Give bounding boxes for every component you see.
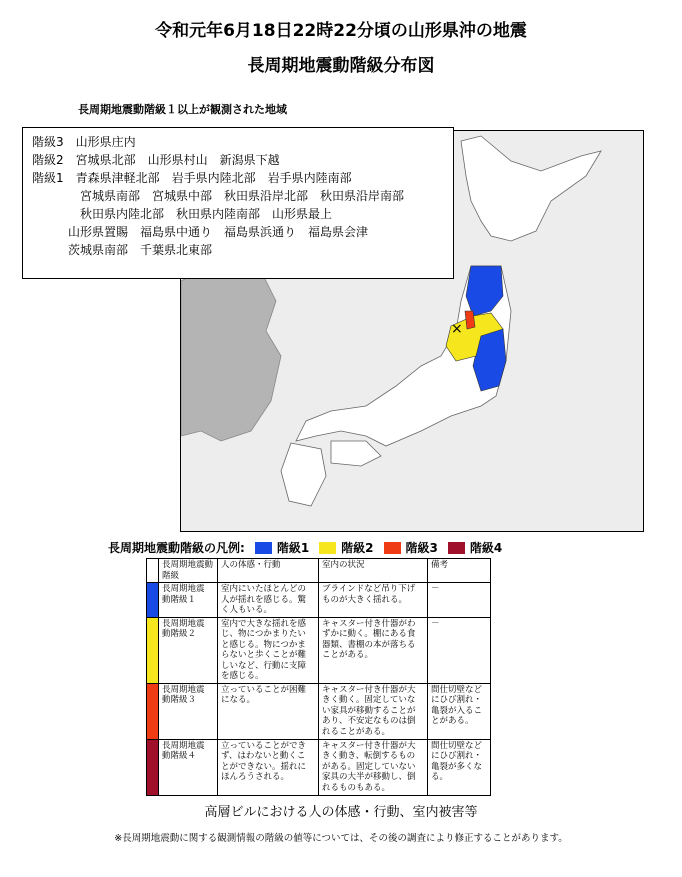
footnote: ※長周期地震動に関する観測情報の階級の値等については、その後の調査により修正することがあります。 <box>114 833 568 844</box>
level-name: 長周期地震 動階級２ <box>159 617 218 683</box>
level-feel: 立っていることが困難 になる。 <box>218 683 319 739</box>
legend-label-level2: 階級2 <box>341 541 374 555</box>
level-color-cell <box>147 683 159 739</box>
level-color-cell <box>147 583 159 618</box>
header-color-cell <box>147 559 159 583</box>
epicenter-marker: × <box>451 321 463 337</box>
legend-label-level3: 階級3 <box>405 541 438 555</box>
header-feel: 人の体感・行動 <box>218 559 319 583</box>
hokkaido <box>461 136 601 241</box>
level-note: 間仕切壁など にひび割れ・ 亀裂が入るこ とがある。 <box>428 683 491 739</box>
header-note: 備考 <box>428 559 491 583</box>
level-note: 間仕切壁など にひび割れ・ 亀裂が多くな る。 <box>428 739 491 795</box>
table-row <box>147 583 491 618</box>
table-row <box>147 739 491 795</box>
legend-label-level4: 階級4 <box>469 541 503 555</box>
legend-swatch-level3 <box>384 542 401 554</box>
table-header-row <box>147 559 491 583</box>
observation-row: 秋田県内陸北部 秋田県内陸南部 山形県最上 <box>32 207 333 221</box>
level-room: ブラインドなど吊り下げ ものが大きく揺れる。 <box>319 583 428 618</box>
level-feel: 立っていることができ ず、はわないと動くこ とができない。揺れに ほんろうされる。 <box>218 739 319 795</box>
observation-row: 階級1 青森県津軽北部 岩手県内陸北部 岩手県内陸南部 <box>32 171 352 185</box>
level-color-cell <box>147 739 159 795</box>
level-note: － <box>428 617 491 683</box>
observation-row: 茨城県南部 千葉県北東部 <box>32 243 213 257</box>
observation-row: 階級3 山形県庄内 <box>32 135 136 149</box>
level-note: － <box>428 583 491 618</box>
level-name: 長周期地震 動階級４ <box>159 739 218 795</box>
table-caption: 高層ビルにおける人の体感・行動、室内被害等 <box>204 805 478 820</box>
region-level3-shonai <box>465 311 475 329</box>
level-feel: 室内にいたほとんどの 人が揺れを感じる。驚 く人もいる。 <box>218 583 319 618</box>
legend-swatch-level1 <box>255 542 272 554</box>
korean-peninsula <box>181 261 281 441</box>
table-row <box>147 683 491 739</box>
level-room: キャスター付き什器が大 きく動き、転倒するもの がある。固定していない 家具の大半が移動し、倒 れるものもある。 <box>319 739 428 795</box>
map-title: 令和元年6月18日22時22分頃の山形県沖の地震 <box>155 21 527 41</box>
legend-label-level1: 階級1 <box>276 541 310 555</box>
header-level: 長周期地震動 階級 <box>159 559 218 583</box>
observation-list <box>22 127 454 279</box>
shikoku <box>331 441 381 466</box>
header-room: 室内の状況 <box>319 559 428 583</box>
level-name: 長周期地震 動階級３ <box>159 683 218 739</box>
observation-row: 階級2 宮城県北部 山形県村山 新潟県下越 <box>32 153 280 167</box>
map-legend <box>108 539 502 556</box>
level-feel: 室内で大きな揺れを感 じ、物につかまりたい と感じる。物につかま らないと歩くことが難 しいなど、行動に支障 を感じる。 <box>218 617 319 683</box>
level-color-cell <box>147 617 159 683</box>
legend-swatch-level4 <box>448 542 465 554</box>
legend-swatch-level2 <box>319 542 336 554</box>
observed-regions-heading: 長周期地震動階級１以上が観測された地域 <box>78 103 287 116</box>
level-description-table <box>146 558 491 796</box>
map-subtitle: 長周期地震動階級分布図 <box>247 56 435 76</box>
table-row <box>147 617 491 683</box>
observation-row: 宮城県南部 宮城県中部 秋田県沿岸北部 秋田県沿岸南部 <box>32 189 405 203</box>
level-name: 長周期地震 動階級１ <box>159 583 218 618</box>
level-room: キャスター付き什器がわ ずかに動く。棚にある食 器類、書棚の本が落ちる ことがある。 <box>319 617 428 683</box>
legend-prefix: 長周期地震動階級の凡例: <box>108 541 245 555</box>
level-room: キャスター付き什器が大 きく動く。固定していな い家具が移動することが あり、不安定なものは倒 れることがある。 <box>319 683 428 739</box>
kyushu <box>281 443 326 506</box>
observation-row: 山形県置賜 福島県中通り 福島県浜通り 福島県会津 <box>32 225 369 239</box>
